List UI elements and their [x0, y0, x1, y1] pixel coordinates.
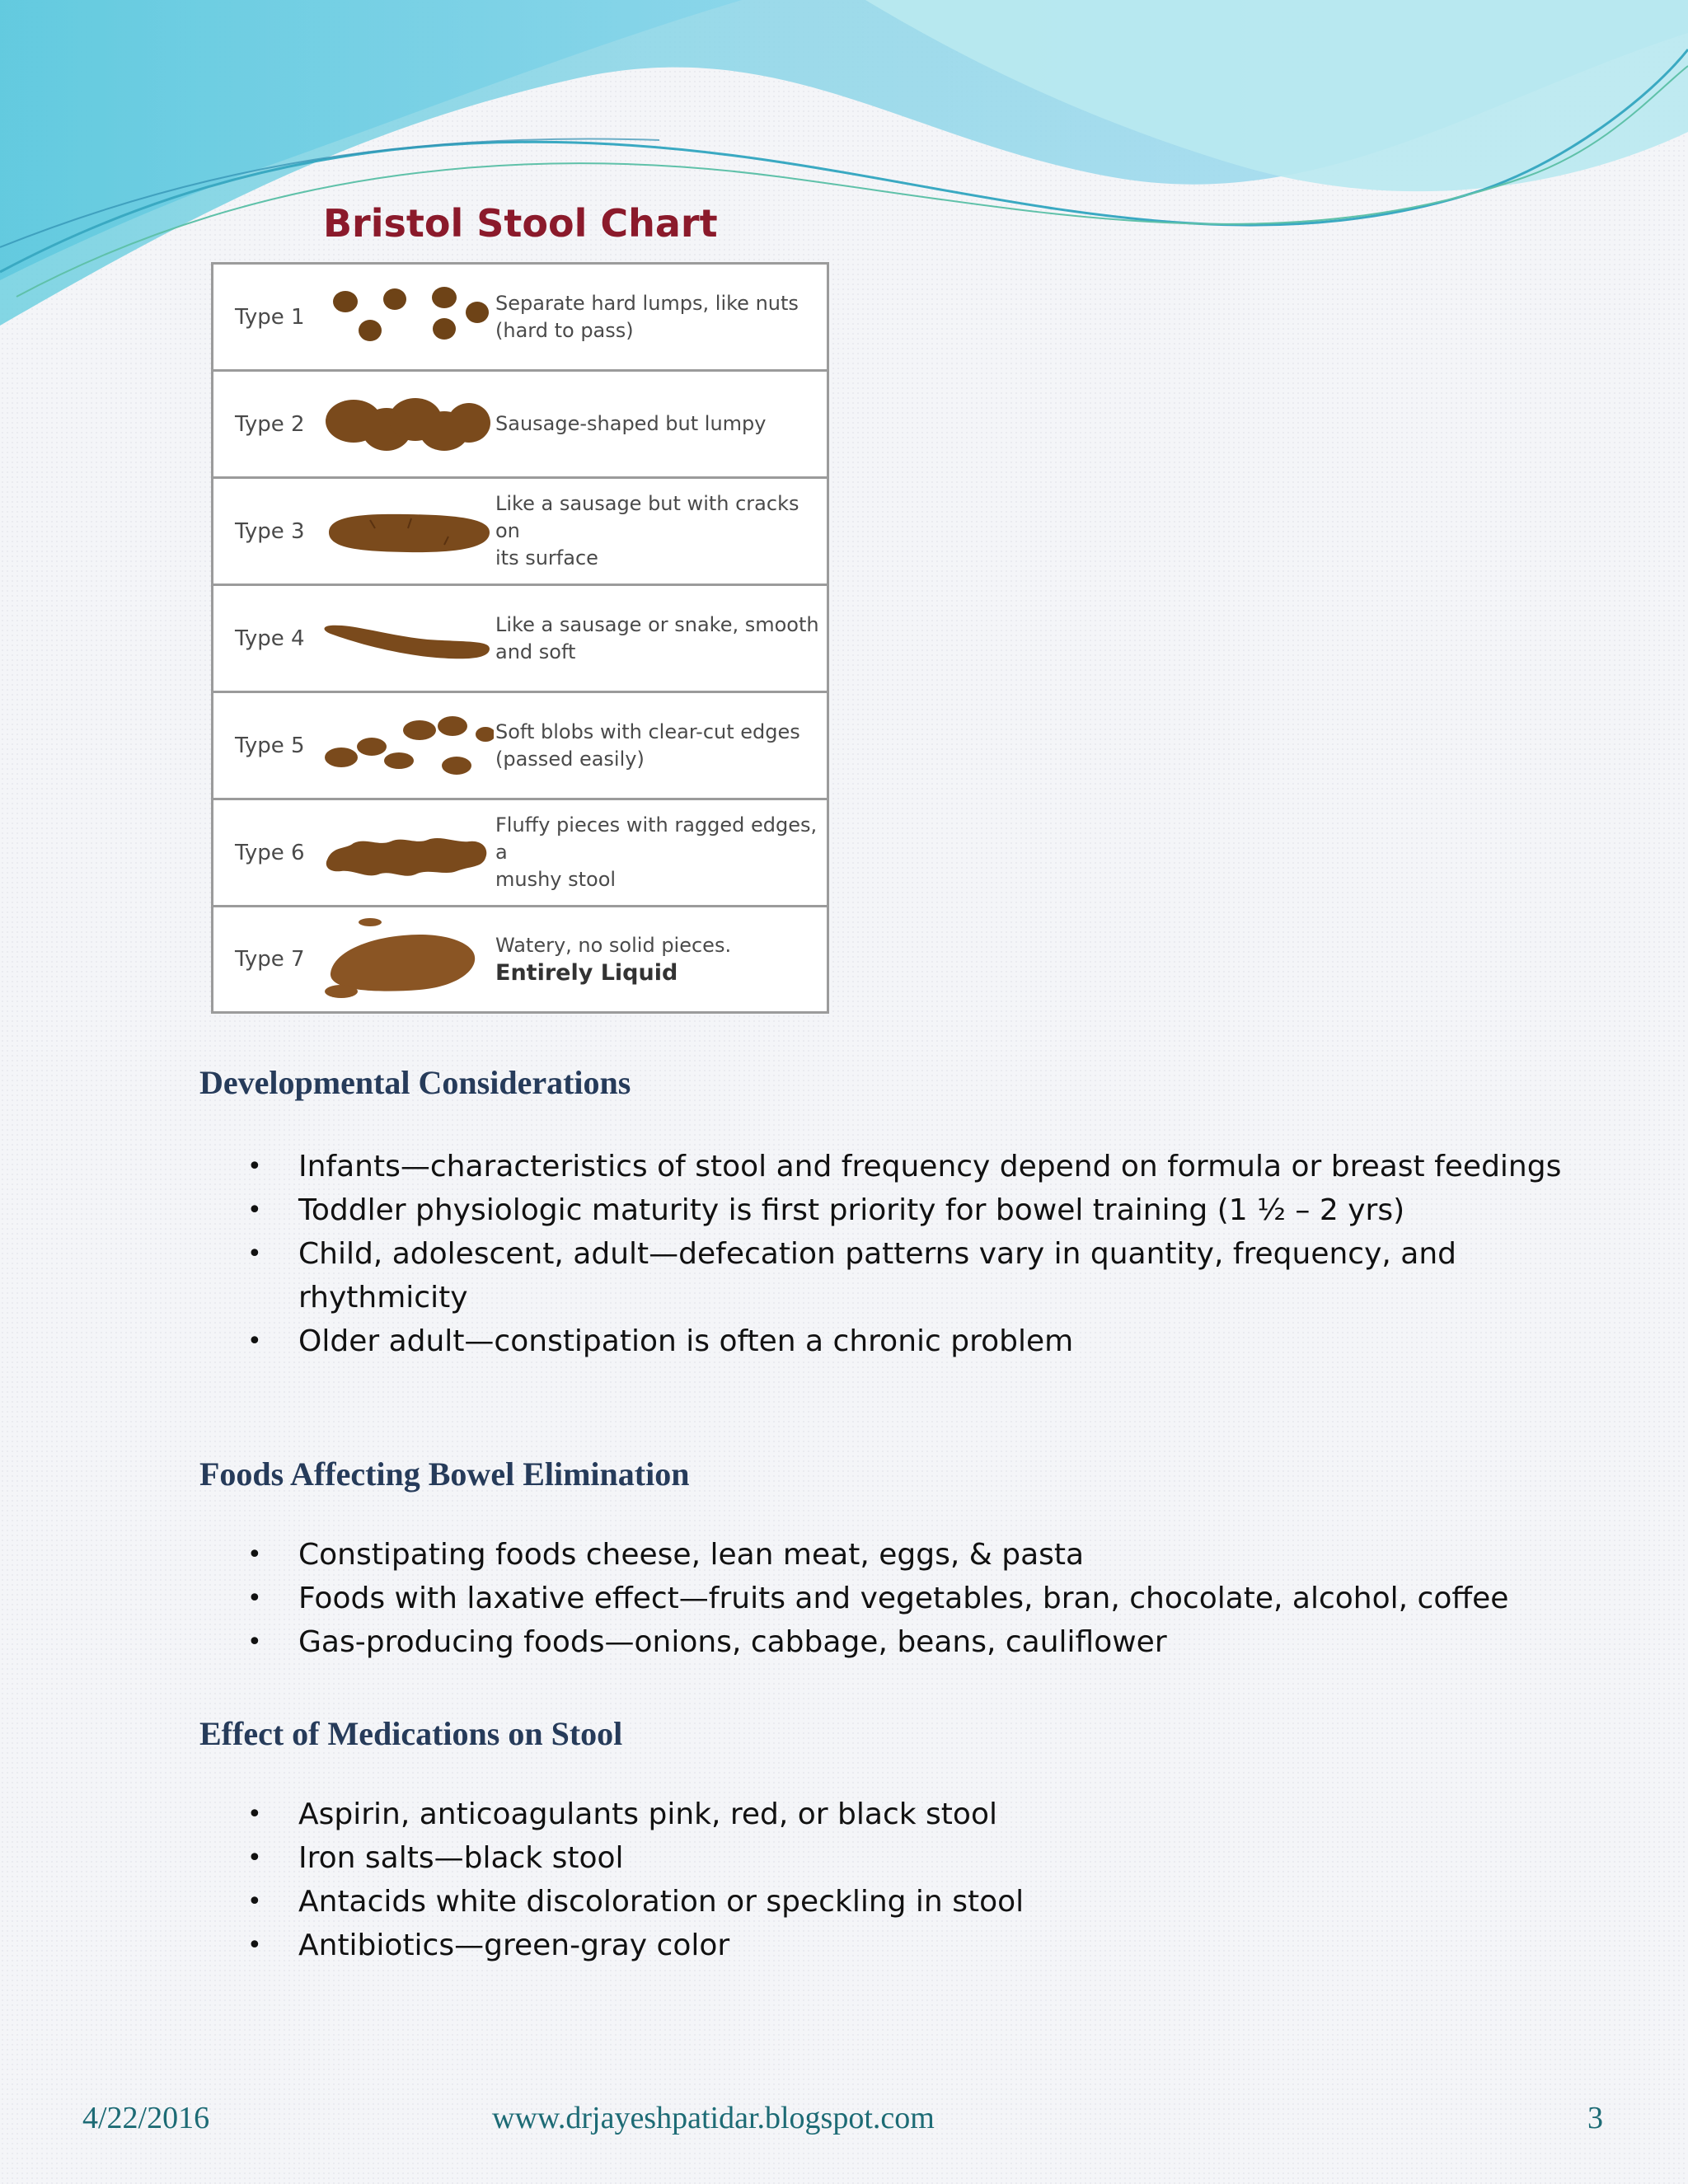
list-item-text: Aspirin, anticoagulants pink, red, or black stool: [298, 1797, 997, 1831]
footer-url[interactable]: www.drjayeshpatidar.blogspot.com: [492, 2101, 935, 2135]
section-heading: Foods Affecting Bowel Elimination: [199, 1455, 690, 1493]
type-label: Type 3: [235, 518, 305, 544]
bullet-icon: •: [247, 1931, 262, 1960]
list-item-text: Child, adolescent, adult—defecation patterns vary in quantity, frequency, and rhythmicity: [298, 1237, 1457, 1315]
bullet-icon: •: [247, 1844, 262, 1872]
bullet-icon: •: [247, 1152, 262, 1181]
section-foods-affecting-bowel: [199, 1455, 1518, 1664]
chart-row-type-5: [213, 693, 827, 800]
type-label: Type 2: [235, 411, 305, 437]
list-item: [199, 1533, 1584, 1577]
stool-type-3-illustration: [321, 487, 494, 578]
stool-description: [495, 265, 821, 369]
list-item: [199, 1880, 1584, 1924]
bullet-list: [199, 1145, 1562, 1363]
list-item-text: Older adult—constipation is often a chronic problem: [298, 1324, 1074, 1358]
chart-title: Bristol Stool Chart: [323, 201, 718, 246]
list-item: [199, 1188, 1584, 1232]
description-line: mushy stool: [495, 868, 617, 891]
description-line: its surface: [495, 546, 598, 569]
list-item: [199, 1577, 1584, 1620]
description-line: Watery, no solid pieces.: [495, 934, 732, 957]
description-line: Soft blobs with clear-cut edges: [495, 719, 800, 743]
chart-table: [211, 262, 829, 1014]
section-effect-of-medications: [199, 1714, 1518, 1967]
bullet-icon: •: [247, 1584, 262, 1613]
list-item: [199, 1836, 1584, 1880]
chart-row-type-6: [213, 800, 827, 907]
list-item: [199, 1232, 1584, 1319]
bullet-icon: •: [247, 1540, 262, 1569]
list-item-text: Constipating foods cheese, lean meat, eggs, & pasta: [298, 1538, 1085, 1572]
bullet-icon: •: [247, 1327, 262, 1356]
description-line: and soft: [495, 640, 576, 663]
stool-description: [495, 372, 821, 476]
footer-page-number: 3: [1587, 2101, 1603, 2135]
chart-row-type-3: [213, 479, 827, 586]
list-item-text: Infants—characteristics of stool and frequency depend on formula or breast feedings: [298, 1150, 1562, 1183]
list-item: [199, 1620, 1584, 1664]
section-developmental-considerations: [199, 1063, 1562, 1363]
bullet-icon: •: [247, 1887, 262, 1916]
stool-description: [495, 479, 821, 583]
chart-row-type-2: [213, 372, 827, 479]
chart-row-type-1: [213, 265, 827, 372]
bullet-list: [199, 1793, 1518, 1967]
bullet-icon: •: [247, 1628, 262, 1657]
list-item-text: Antibiotics—green-gray color: [298, 1929, 730, 1962]
list-item: [199, 1924, 1584, 1967]
type-label: Type 1: [235, 304, 305, 330]
stool-type-5-illustration: [321, 701, 494, 792]
footer-date: 4/22/2016: [82, 2101, 210, 2135]
section-heading: Effect of Medications on Stool: [199, 1715, 623, 1752]
stool-type-7-illustration: [321, 916, 494, 1006]
list-item: [199, 1793, 1584, 1836]
stool-type-6-illustration: [321, 808, 494, 899]
list-item-text: Toddler physiologic maturity is first priority for bowel training (1 ½ – 2 yrs): [298, 1193, 1405, 1227]
bullet-list: [199, 1533, 1518, 1664]
description-line: (passed easily): [495, 747, 645, 771]
description-line: Like a sausage or snake, smooth: [495, 612, 819, 636]
list-item-text: Iron salts—black stool: [298, 1841, 624, 1875]
chart-row-type-4: [213, 586, 827, 693]
bullet-icon: •: [247, 1196, 262, 1225]
description-line: Separate hard lumps, like nuts: [495, 291, 799, 315]
type-label: Type 5: [235, 733, 305, 758]
section-heading: Developmental Considerations: [199, 1064, 631, 1101]
type-label: Type 4: [235, 626, 305, 651]
list-item: [199, 1319, 1584, 1363]
description-line: Sausage-shaped but lumpy: [495, 412, 767, 435]
chart-row-type-7: [213, 907, 827, 1011]
list-item-text: Gas-producing foods—onions, cabbage, beans, cauliflower: [298, 1625, 1167, 1659]
list-item-text: Foods with laxative effect—fruits and vegetables, bran, chocolate, alcohol, coffee: [298, 1582, 1509, 1615]
stool-description: [495, 907, 821, 1011]
stool-description: [495, 586, 821, 691]
bullet-icon: •: [247, 1800, 262, 1829]
bullet-icon: •: [247, 1240, 262, 1268]
stool-type-2-illustration: [321, 380, 494, 471]
list-item-text: Antacids white discoloration or speckling in stool: [298, 1885, 1025, 1919]
stool-type-4-illustration: [321, 594, 494, 685]
description-line: Fluffy pieces with ragged edges, a: [495, 813, 818, 864]
type-label: Type 7: [235, 947, 305, 972]
type-label: Type 6: [235, 840, 305, 865]
description-line-emphasis: Entirely Liquid: [495, 960, 678, 986]
stool-description: [495, 800, 821, 905]
stool-description: [495, 693, 821, 798]
description-line: Like a sausage but with cracks on: [495, 492, 799, 542]
stool-type-1-illustration: [321, 273, 494, 363]
description-line: (hard to pass): [495, 318, 634, 342]
list-item: [199, 1145, 1584, 1188]
